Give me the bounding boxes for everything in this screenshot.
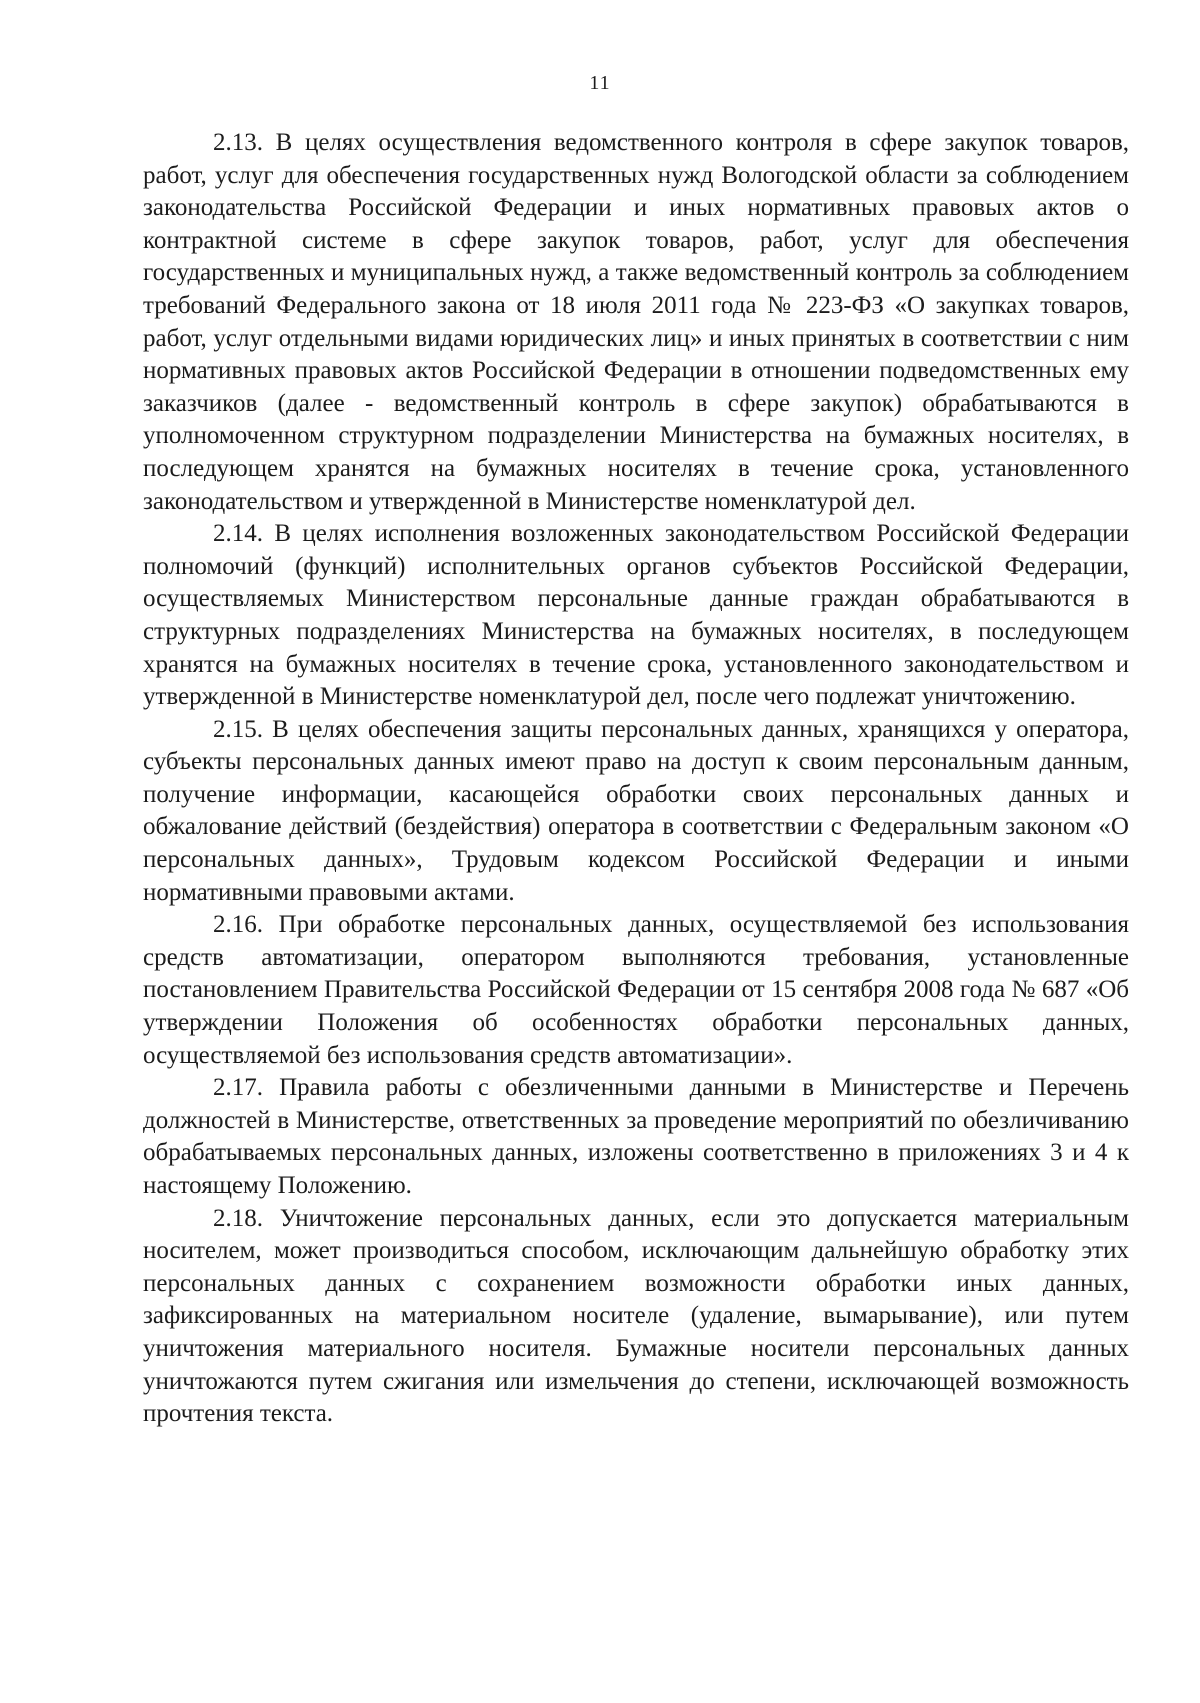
paragraph-2-14: 2.14. В целях исполнения возложенных законодательством Российской Федерации полномочий (функций) исполнительных органов субъектов Российской Федерации, осуществляемых Министерством персональные данные граждан обрабатываются в структурных подразделениях Министерства на бумажных носителях, в последующем хранятся на бумажных носителях в течение срока, установленного законодательством и утвержденной в Министерстве номенклатурой дел, после чего подлежат уничтожению. xyxy=(143,520,1129,711)
paragraph-2-18: 2.18. Уничтожение персональных данных, если это допускается материальным носителем, может производиться способом, исключающим дальнейшую обработку этих персональных данных с сохранением возможности обработки иных данных, зафиксированных на материальном носителе (удаление, вымарывание), или путем уничтожения материального носителя. Бумажные носители персональных данных уничтожаются путем сжигания или измельчения до степени, исключающей возможность прочтения текста. xyxy=(143,1204,1129,1428)
document-body xyxy=(143,127,1129,1431)
paragraph-2-17: 2.17. Правила работы с обезличенными данными в Министерстве и Перечень должностей в Министерстве, ответственных за проведение мероприятий по обезличиванию обрабатываемых персональных данных, изложены соответственно в приложениях 3 и 4 к настоящему Положению. xyxy=(143,1074,1129,1199)
page-number: 11 xyxy=(589,72,611,94)
paragraph-2-16: 2.16. При обработке персональных данных, осуществляемой без использования средств автоматизации, оператором выполняются требования, установленные постановлением Правительства Российской Федерации от 15 сентября 2008 года № 687 «Об утверждении Положения об особенностях обработки персональных данных, осуществляемой без использования средств автоматизации». xyxy=(143,911,1129,1069)
paragraph-2-13: 2.13. В целях осуществления ведомственного контроля в сфере закупок товаров, работ, услуг для обеспечения государственных нужд Вологодской области за соблюдением законодательства Российской Федерации и иных нормативных правовых актов о контрактной системе в сфере закупок товаров, работ, услуг для обеспечения государственных и муниципальных нужд, а также ведомственный контроль за соблюдением требований Федерального закона от 18 июля 2011 года № 223-ФЗ «О закупках товаров, работ, услуг отдельными видами юридических лиц» и иных принятых в соответствии с ним нормативных правовых актов Российской Федерации в отношении подведомственных ему заказчиков (далее - ведомственный контроль в сфере закупок) обрабатываются в уполномоченном структурном подразделении Министерства на бумажных носителях, в последующем хранятся на бумажных носителях в течение срока, установленного законодательством и утвержденной в Министерстве номенклатурой дел. xyxy=(143,129,1129,515)
paragraph-2-15: 2.15. В целях обеспечения защиты персональных данных, хранящихся у оператора, субъекты персональных данных имеют право на доступ к своим персональным данным, получение информации, касающейся обработки своих персональных данных и обжалование действий (бездействия) оператора в соответствии с Федеральным законом «О персональных данных», Трудовым кодексом Российской Федерации и иными нормативными правовыми актами. xyxy=(143,715,1129,906)
